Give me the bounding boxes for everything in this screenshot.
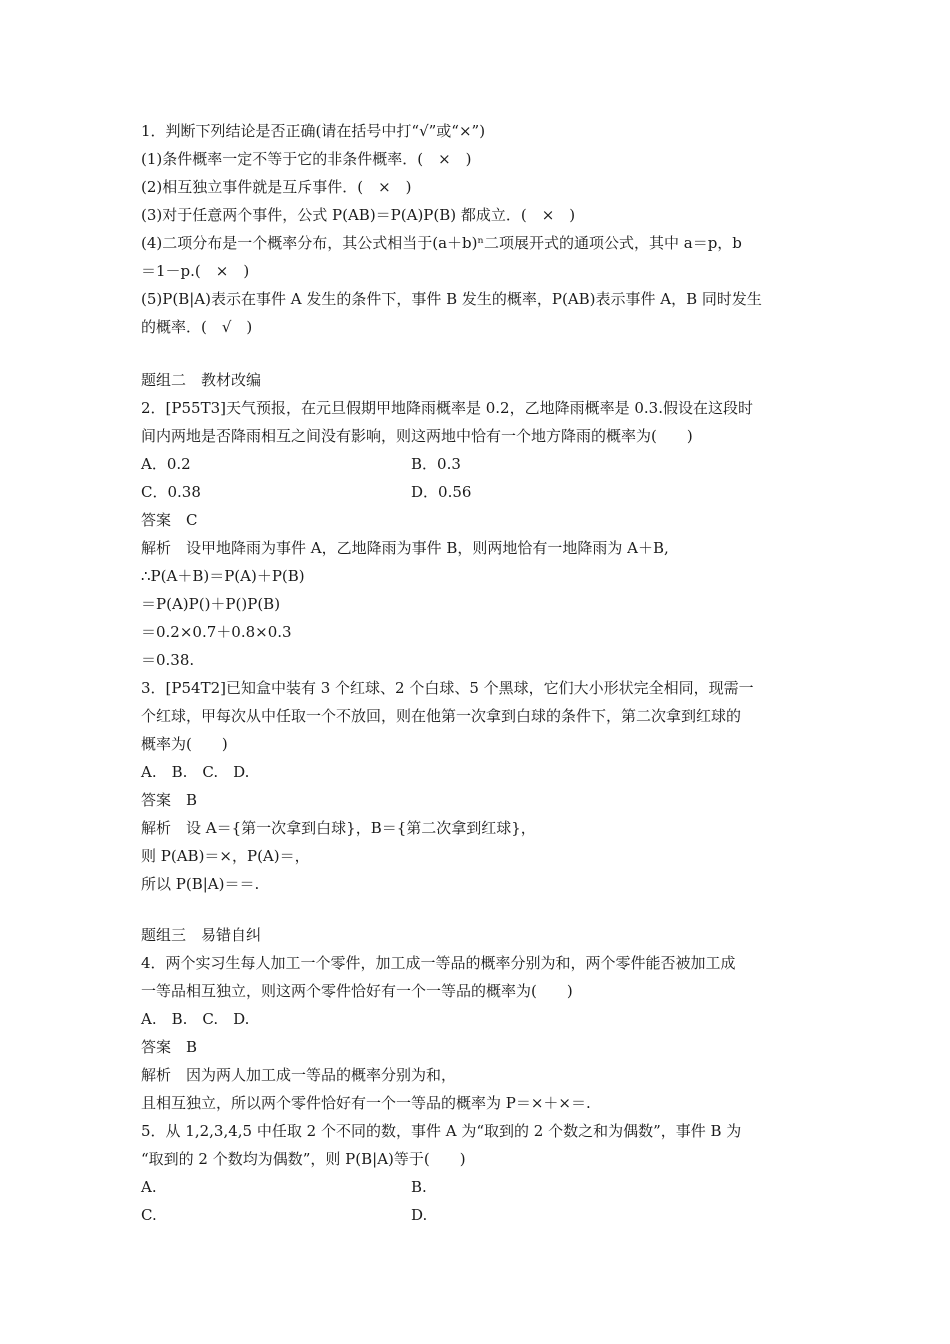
question-5-option-b: B. bbox=[411, 1178, 427, 1196]
question-3-analysis-line-1: 解析 设 A＝{第一次拿到白球}，B＝{第二次拿到红球}， bbox=[141, 819, 536, 837]
question-2-analysis-line-3: ＝P(A)P()＋P()P(B) bbox=[141, 595, 281, 613]
question-2-stem-line-1: 2．[P55T3]天气预报，在元旦假期甲地降雨概率是 0.2，乙地降雨概率是 0.3.假设在这段时 bbox=[141, 399, 753, 417]
question-4-analysis-line-1: 解析 因为两人加工成一等品的概率分别为和， bbox=[141, 1066, 457, 1084]
question-3-analysis-line-2: 则 P(AB)＝×，P(A)＝， bbox=[141, 847, 310, 865]
question-5-option-a: A. bbox=[141, 1178, 157, 1196]
question-1-item-4-cont: ＝1－p.( × ) bbox=[141, 262, 250, 280]
question-3-stem-line-1: 3．[P54T2]已知盒中装有 3 个红球、2 个白球、5 个黑球，它们大小形状完全相同，现需一 bbox=[141, 679, 754, 697]
question-2-option-b: B．0.3 bbox=[411, 455, 461, 473]
question-1-item-5-cont: 的概率．( √ ) bbox=[141, 318, 253, 336]
question-4-analysis-line-2: 且相互独立，所以两个零件恰好有一个一等品的概率为 P＝×＋×＝. bbox=[141, 1094, 591, 1112]
question-2-answer: 答案 C bbox=[141, 511, 198, 529]
question-5-stem-line-2: “取到的 2 个数均为偶数”，则 P(B|A)等于( ) bbox=[141, 1150, 466, 1168]
question-2-analysis-line-5: ＝0.38. bbox=[141, 651, 195, 669]
question-4-stem-line-2: 一等品相互独立，则这两个零件恰好有一个一等品的概率为( ) bbox=[141, 982, 573, 1000]
question-3-answer: 答案 B bbox=[141, 791, 198, 809]
question-2-option-c: C．0.38 bbox=[141, 483, 201, 501]
question-2-analysis-line-4: ＝0.2×0.7＋0.8×0.3 bbox=[141, 623, 292, 641]
question-2-option-d: D．0.56 bbox=[411, 483, 472, 501]
question-1-item-2: (2)相互独立事件就是互斥事件．( × ) bbox=[141, 178, 412, 196]
question-3-stem-line-2: 个红球，甲每次从中任取一个不放回，则在他第一次拿到白球的条件下，第二次拿到红球的 bbox=[141, 707, 742, 725]
group-3-heading: 题组三 易错自纠 bbox=[141, 926, 262, 944]
question-4-options: A. B. C. D. bbox=[141, 1010, 250, 1028]
group-2-heading: 题组二 教材改编 bbox=[141, 371, 262, 389]
question-3-analysis-line-3: 所以 P(B|A)＝＝. bbox=[141, 875, 260, 893]
question-1-item-5: (5)P(B|A)表示在事件 A 发生的条件下，事件 B 发生的概率，P(AB)表示事件 A，B 同时发生 bbox=[141, 290, 762, 308]
question-2-option-a: A．0.2 bbox=[141, 455, 191, 473]
question-4-stem-line-1: 4．两个实习生每人加工一个零件，加工成一等品的概率分别为和，两个零件能否被加工成 bbox=[141, 954, 736, 972]
question-5-stem-line-1: 5．从 1,2,3,4,5 中任取 2 个不同的数，事件 A 为“取到的 2 个数之和为偶数”，事件 B 为 bbox=[141, 1122, 742, 1140]
question-1-item-3: (3)对于任意两个事件，公式 P(AB)＝P(A)P(B) 都成立．( × ) bbox=[141, 206, 576, 224]
question-5-option-c: C. bbox=[141, 1206, 157, 1224]
question-2-analysis-line-2: ∴P(A＋B)＝P(A)＋P(B) bbox=[141, 567, 305, 585]
question-1-stem: 1．判断下列结论是否正确(请在括号中打“√”或“×”) bbox=[141, 122, 486, 140]
question-2-stem-line-2: 间内两地是否降雨相互之间没有影响，则这两地中恰有一个地方降雨的概率为( ) bbox=[141, 427, 693, 445]
question-1-item-1: (1)条件概率一定不等于它的非条件概率．( × ) bbox=[141, 150, 472, 168]
question-1-item-4: (4)二项分布是一个概率分布，其公式相当于(a＋b)ⁿ二项展开式的通项公式，其中 a＝p，b bbox=[141, 234, 742, 252]
question-4-answer: 答案 B bbox=[141, 1038, 198, 1056]
question-2-analysis-line-1: 解析 设甲地降雨为事件 A，乙地降雨为事件 B，则两地恰有一地降雨为 A＋B, bbox=[141, 539, 669, 557]
question-3-stem-line-3: 概率为( ) bbox=[141, 735, 228, 753]
question-5-option-d: D. bbox=[411, 1206, 428, 1224]
question-3-options: A. B. C. D. bbox=[141, 763, 250, 781]
